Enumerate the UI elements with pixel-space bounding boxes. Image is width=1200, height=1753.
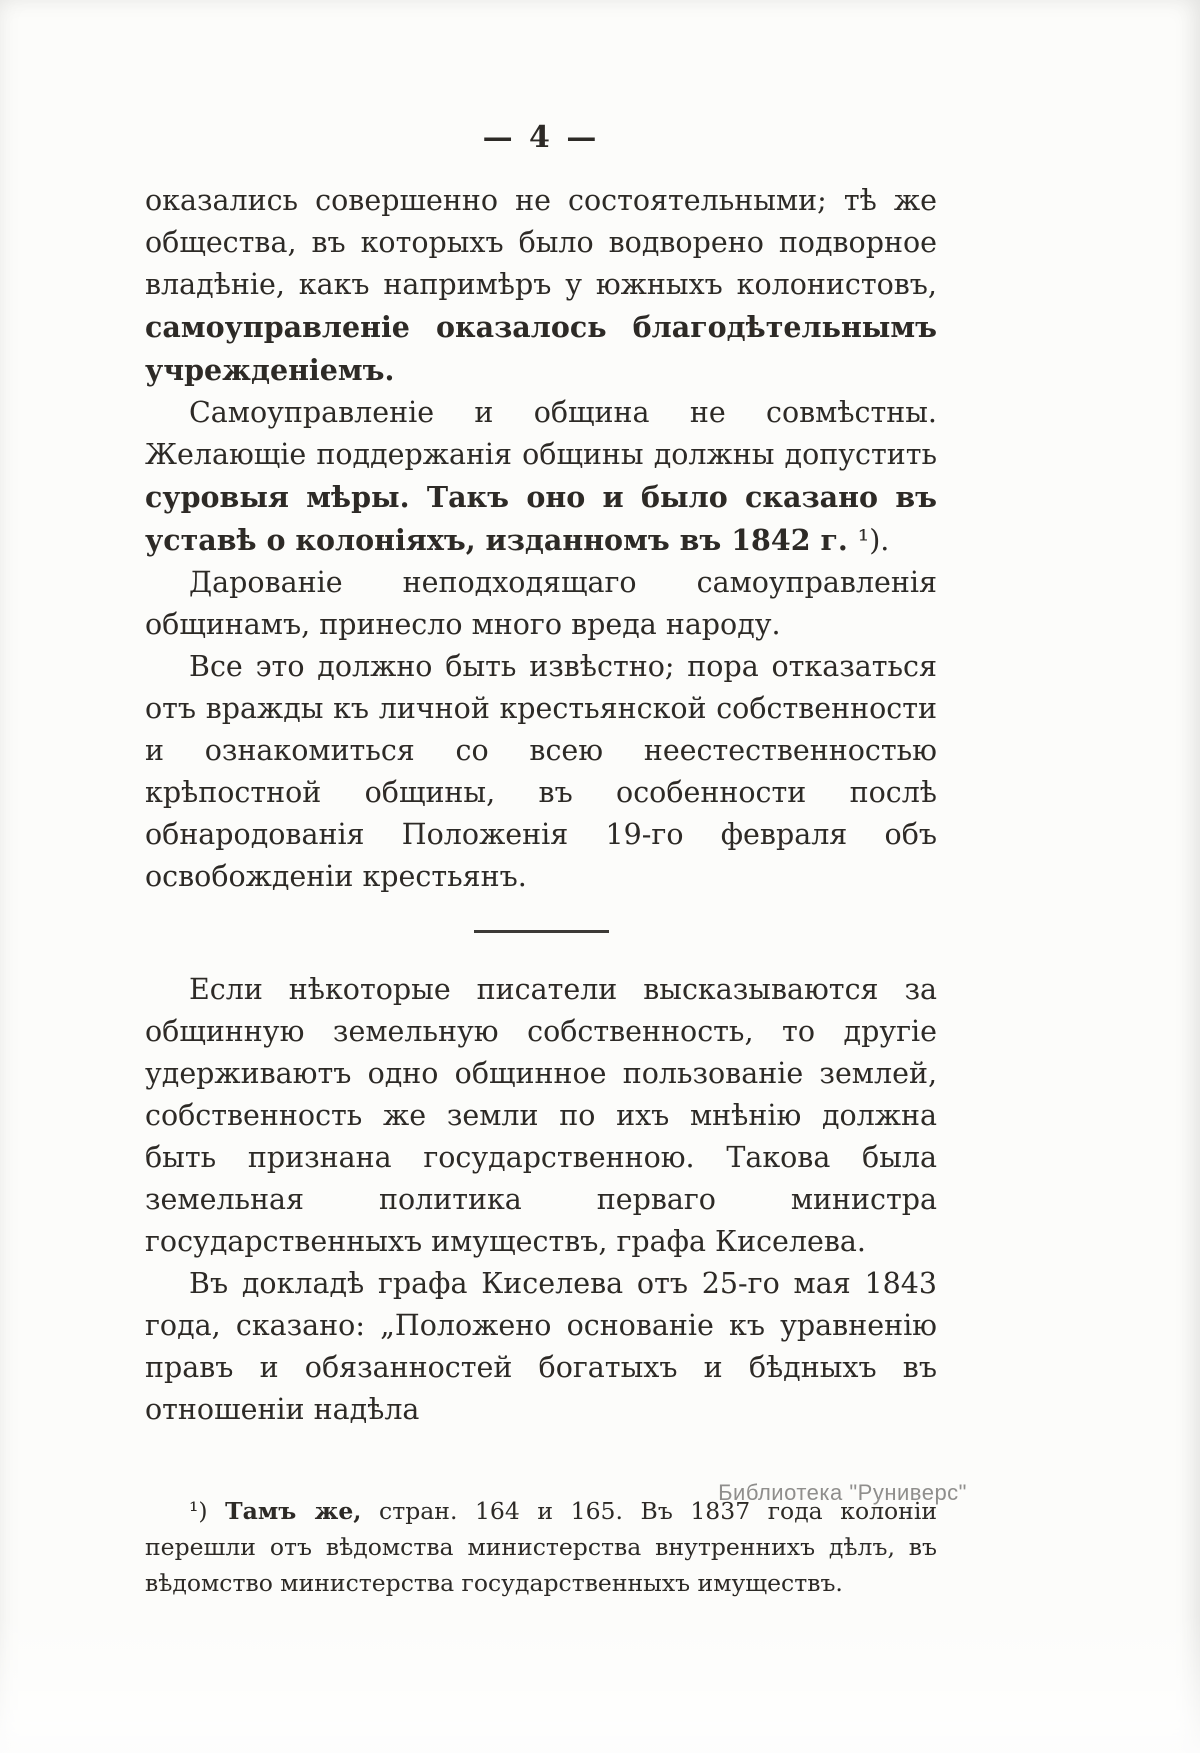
section-divider-rule xyxy=(474,930,609,933)
paragraph xyxy=(145,646,937,898)
page-content xyxy=(145,180,937,1601)
footnote-marker: ¹) xyxy=(189,1497,226,1525)
text-run: оказались совершенно не состоятельными; тѣ же общества, въ которыхъ было водворено подворное владѣніе, какъ напримѣръ у южныхъ колонистовъ, xyxy=(145,184,937,301)
text-run: Все это должно быть извѣстно; пора отказаться отъ вражды къ личной крестьянской собственности и ознакомиться со всею неестественностью крѣпостной общины, въ особенности послѣ обнародованія Положенія 19-го февраля объ освобожденіи крестьянъ. xyxy=(145,650,937,893)
footnote-block xyxy=(145,1493,937,1601)
paragraph xyxy=(145,392,937,562)
paragraph xyxy=(145,969,937,1263)
page-number: — 4 — xyxy=(482,120,600,155)
footnote-marker: ¹). xyxy=(857,524,890,557)
paragraph xyxy=(145,562,937,646)
text-run: Самоуправленіе и община не совмѣстны. Желающіе поддержанія общины должны допустить xyxy=(145,396,937,471)
text-run: Если нѣкоторые писатели высказываются за общинную земельную собственность, то другіе удерживаютъ одно общинное пользованіе землей, собственность же земли по ихъ мнѣнію должна быть признана государственною. Такова была земельная политика перваго министра государственныхъ имуществъ, графа Киселева. xyxy=(145,973,937,1258)
page-bottom-fade xyxy=(0,1613,1200,1753)
text-run: Въ докладѣ графа Киселева отъ 25-го мая 1843 года, сказано: „Положено основаніе къ уравненію правъ и обязанностей богатыхъ и бѣдныхъ въ отношеніи надѣла xyxy=(145,1267,937,1426)
footnote-run-bold: Тамъ же, xyxy=(225,1497,362,1525)
paragraph-continuation xyxy=(145,180,937,392)
text-run-bold: самоуправленіе оказалось благодѣтельнымъ учрежденіемъ. xyxy=(145,310,937,387)
text-run: Дарованіе неподходящаго самоуправленія общинамъ, принесло много вреда народу. xyxy=(145,566,937,641)
footnote-run: стран. 164 и 165. Въ 1837 года колоніи перешли отъ вѣдомства министерства внутреннихъ дѣлъ, въ вѣдомство министерства государственныхъ имуществъ. xyxy=(145,1497,938,1597)
paragraph xyxy=(145,1263,937,1431)
text-run-bold: суровыя мѣры. Такъ оно и было сказано въ уставѣ о колоніяхъ, изданномъ въ 1842 г. xyxy=(145,480,937,557)
footnote-text xyxy=(145,1493,937,1601)
library-watermark: Библиотека "Руниверс" xyxy=(718,1480,967,1505)
